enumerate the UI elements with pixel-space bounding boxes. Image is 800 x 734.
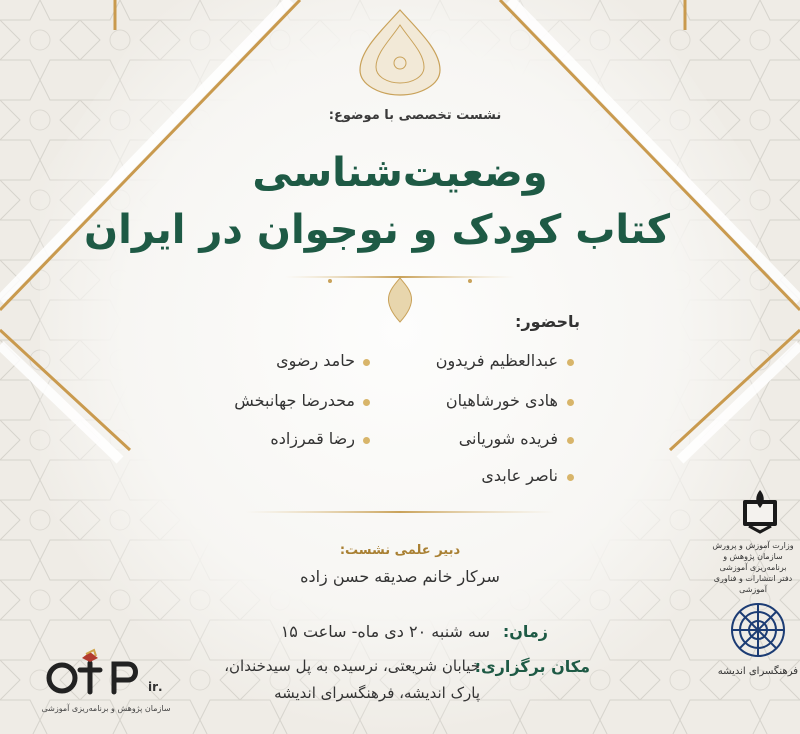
otp-logo-caption: سازمان پژوهش و برنامه‌ریزی آموزشی — [41, 704, 171, 713]
culture-house-caption: فرهنگسرای اندیشه — [717, 666, 798, 677]
bullet-icon — [567, 399, 574, 406]
bullet-icon — [363, 359, 370, 366]
bullet-icon — [567, 474, 574, 481]
event-eyebrow: نشست تخصصی با موضوع: — [328, 108, 502, 123]
speaker-item: هادی خورشاهیان — [445, 391, 558, 410]
bullet-icon — [363, 437, 370, 444]
speaker-item: محدرضا جهانبخش — [234, 391, 355, 410]
venue-address-line1: خیابان شریعتی، نرسیده به پل سیدخندان، — [224, 657, 480, 675]
event-title-line2: کتاب کودک و نوجوان در ایران — [84, 207, 670, 253]
culture-house-emblem-icon — [728, 600, 788, 660]
speaker-item: عبدالعظیم فریدون — [435, 351, 558, 370]
otp-logo-suffix: .ir — [148, 680, 163, 694]
speaker-item: رضا قمرزاده — [270, 429, 355, 448]
time-label: زمان: — [502, 622, 548, 641]
ministry-emblem-icon — [735, 486, 785, 536]
bullet-icon — [363, 399, 370, 406]
venue-label: مکان برگزاری: — [474, 657, 590, 676]
bullet-icon — [567, 437, 574, 444]
time-value: سه شنبه ۲۰ دی ماه- ساعت ۱۵ — [280, 622, 490, 641]
venue-address-line2: پارک اندیشه، فرهنگسرای اندیشه — [274, 684, 480, 702]
speaker-item: ناصر عابدی — [481, 466, 558, 485]
moderator-label: دبیر علمی نشست: — [339, 543, 461, 558]
moderator-name: سرکار خانم صدیقه حسن زاده — [300, 567, 500, 586]
presence-label: باحضور: — [515, 312, 580, 331]
speaker-item: حامد رضوی — [276, 351, 355, 370]
speaker-item: فریده شوریانی — [458, 429, 558, 448]
event-title-line1: وضعیت‌شناسی — [252, 150, 548, 196]
bullet-icon — [567, 359, 574, 366]
section-divider — [245, 511, 555, 513]
ministry-caption: وزارت آموزش و پرورش سازمان پژوهش و برنامه‌ریزی آموزشی دفتر انتشارات و فناوری آموزشی — [712, 541, 794, 594]
